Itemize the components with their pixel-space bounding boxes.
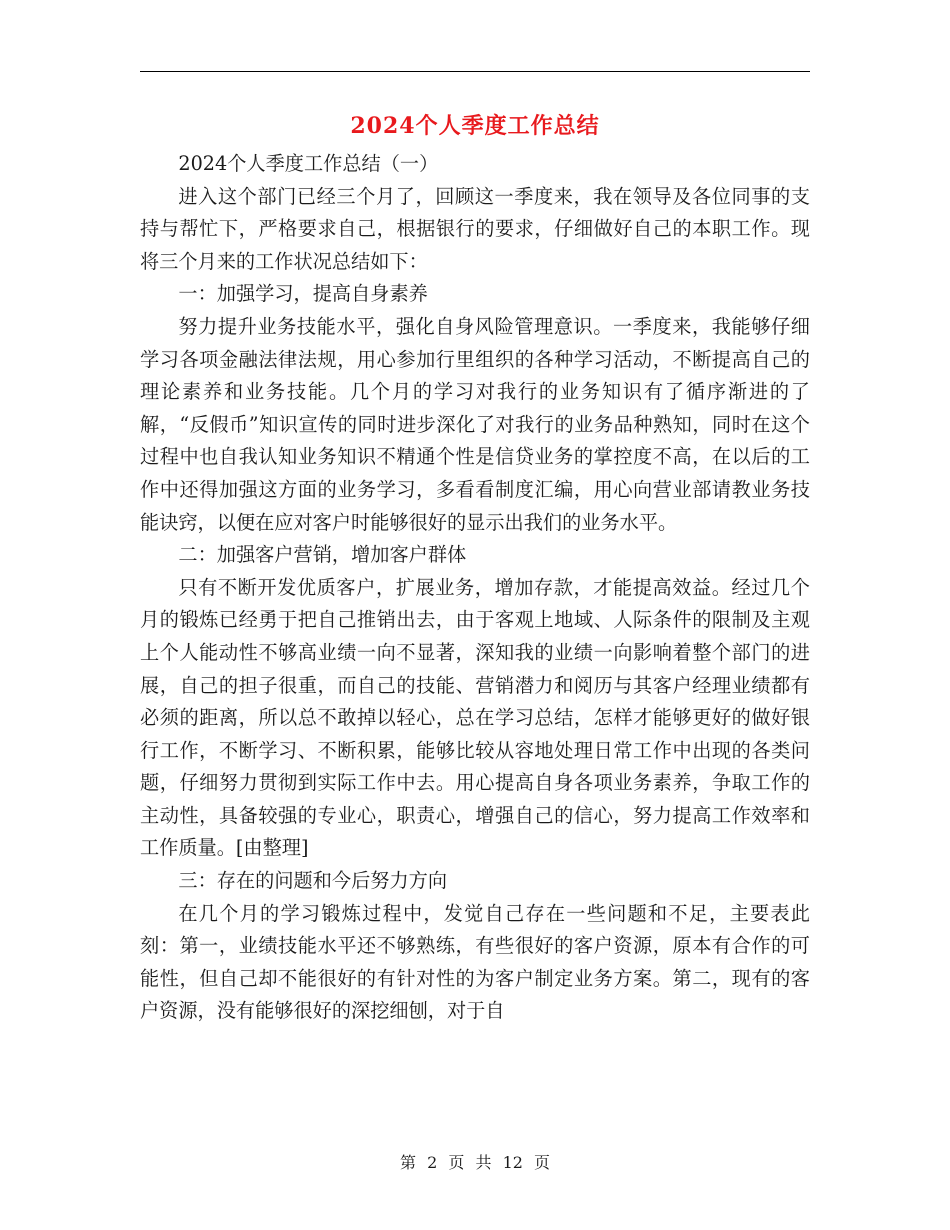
page-footer	[0, 1151, 950, 1175]
total-page-number: 12	[502, 1153, 523, 1172]
section-heading: 二：加强客户营销，增加客户群体	[178, 543, 467, 567]
footer-mid1: 页	[448, 1153, 465, 1172]
section-heading: 2024个人季度工作总结（一）	[178, 152, 439, 175]
paragraph: 努力提升业务技能水平，强化自身风险管理意识。一季度来，我能够仔细学习各项金融法律法规，用心参加行里组织的各种学习活动，不断提高自己的理论素养和业务技能。几个月的学习对我行的业务知识有了循序渐进的了解，“反假币”知识宣传的同时进步深化了对我行的业务品种熟知，同时在这个过程中也自我认知业务知识不精通个性是信贷业务的掌控度不高，在以后的工作中还得加强这方面的业务学习，多看看制度汇编，用心向营业部请教业务技能诀窍，以便在应对客户时能够很好的显示出我们的业务水平。	[140, 314, 810, 534]
current-page-number: 2	[427, 1153, 438, 1172]
paragraph: 只有不断开发优质客户，扩展业务，增加存款，才能提高效益。经过几个月的锻炼已经勇于把自己推销出去，由于客观上地域、人际条件的限制及主观上个人能动性不够高业绩一向不显著，深知我的业绩一向影响着整个部门的进展，自己的担子很重，而自己的技能、营销潜力和阅历与其客户经理业绩都有必须的距离，所以总不敢掉以轻心，总在学习总结，怎样才能够更好的做好银行工作，不断学习、不断积累，能够比较从容地处理日常工作中出现的各类问题，仔细努力贯彻到实际工作中去。用心提高自身各项业务素养，争取工作的主动性，具备较强的专业心，职责心，增强自己的信心，努力提高工作效率和工作质量。[由整理]	[140, 575, 810, 860]
paragraph: 进入这个部门已经三个月了，回顾这一季度来，我在领导及各位同事的支持与帮忙下，严格要求自己，根据银行的要求，仔细做好自己的本职工作。现将三个月来的工作状况总结如下：	[140, 184, 810, 273]
section-heading: 三：存在的问题和今后努力方向	[178, 869, 448, 893]
document-title: 2024个人季度工作总结	[350, 113, 600, 139]
document-body	[140, 148, 810, 1028]
footer-prefix: 第	[399, 1153, 416, 1172]
header-rule	[140, 71, 810, 72]
section-heading: 一：加强学习，提高自身素养	[178, 282, 428, 306]
footer-suffix: 页	[534, 1153, 551, 1172]
footer-mid2: 共	[475, 1153, 492, 1172]
paragraph: 在几个月的学习锻炼过程中，发觉自己存在一些问题和不足，主要表此刻：第一，业绩技能水平还不够熟练，有些很好的客户资源，原本有合作的可能性，但自己却不能很好的有针对性的为客户制定业务方案。第二，现有的客户资源，没有能够很好的深挖细刨，对于自	[140, 901, 810, 1023]
